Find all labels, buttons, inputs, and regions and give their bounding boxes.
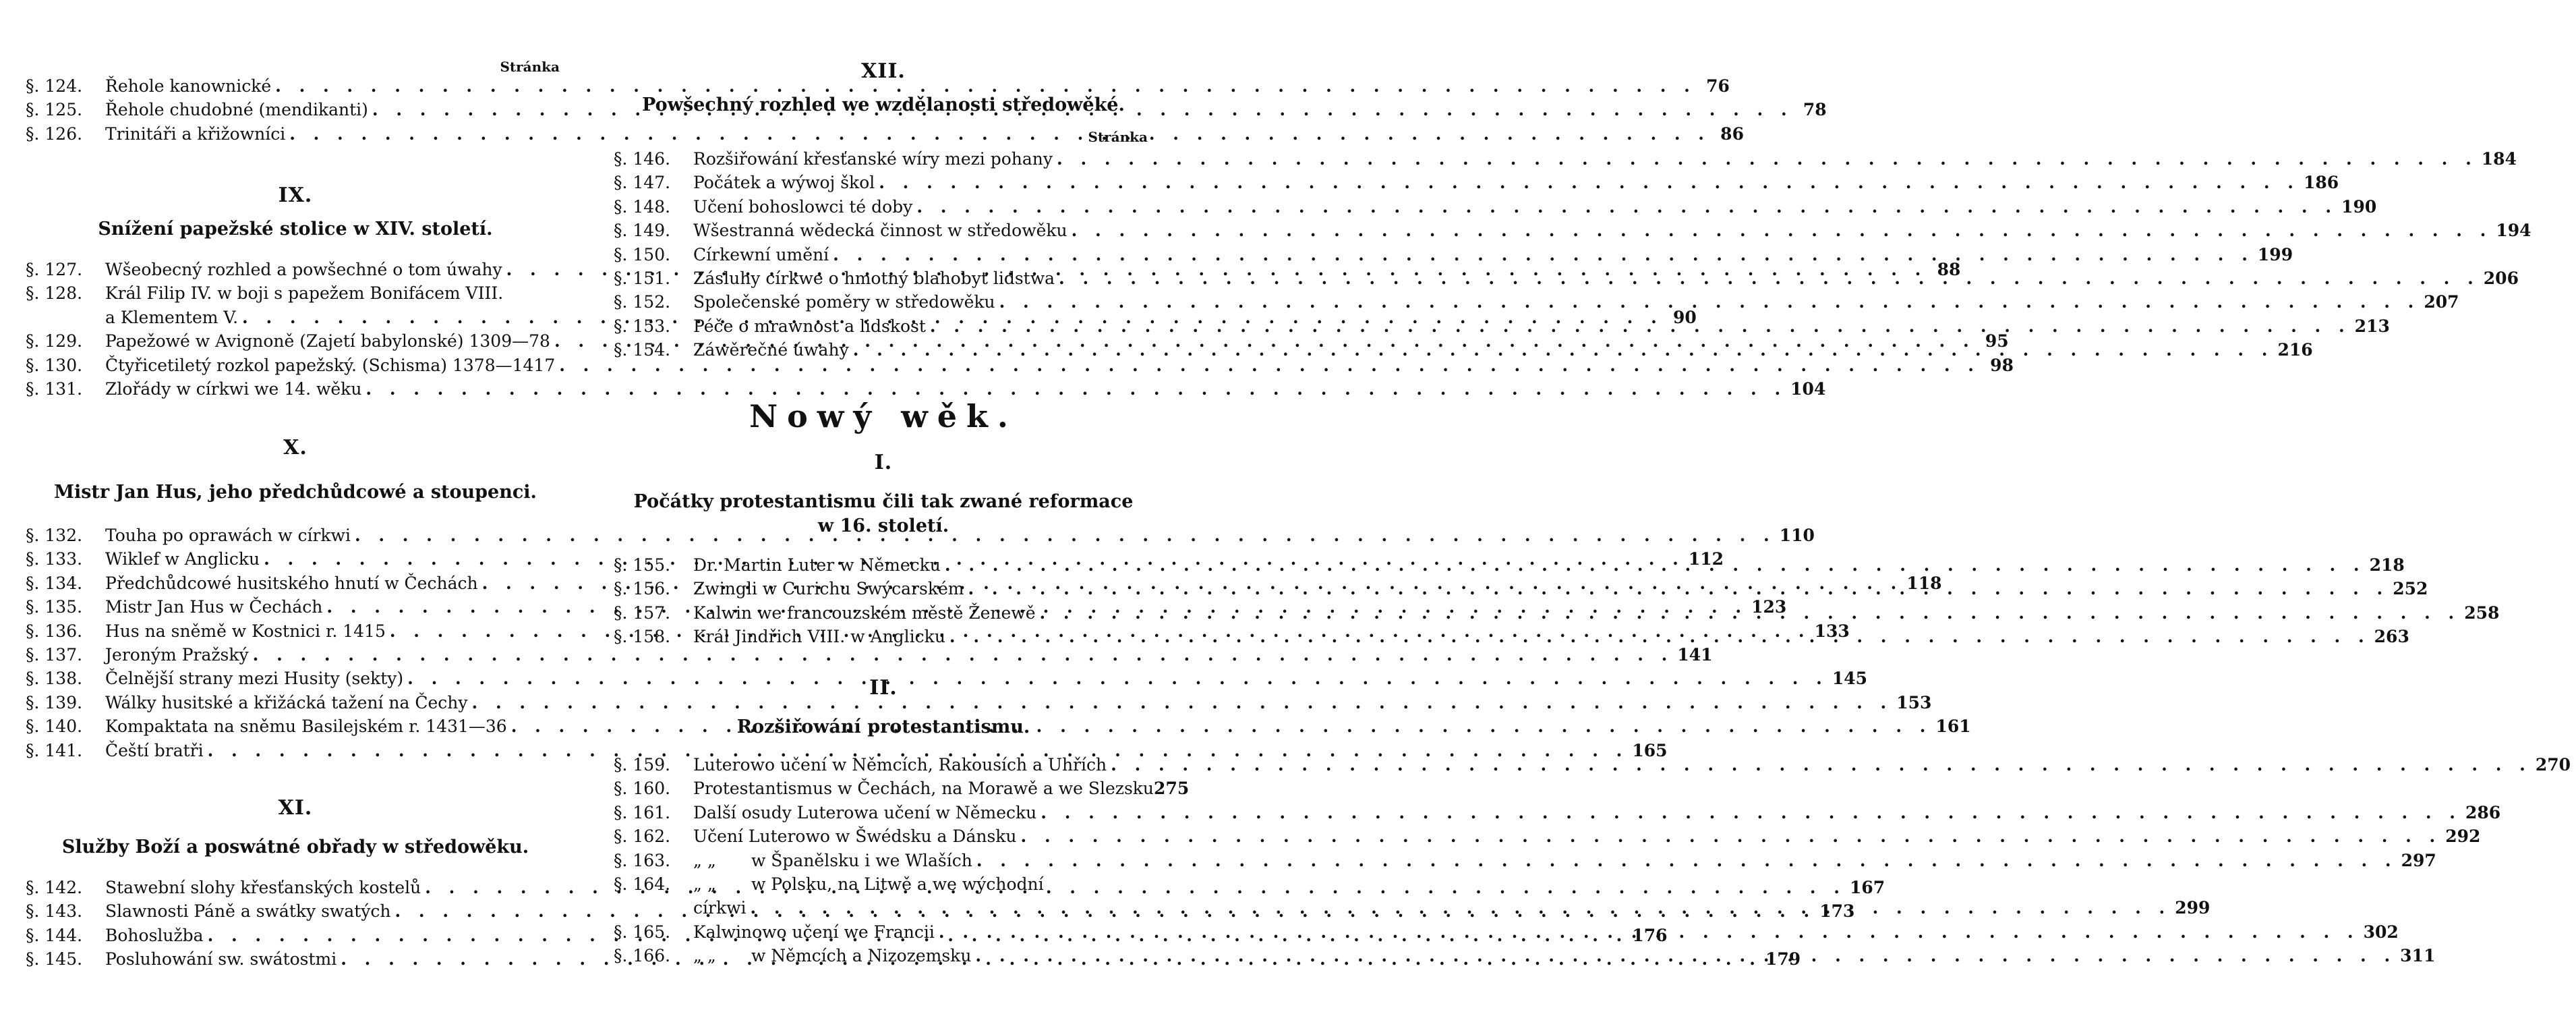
entry-title: Trinitáři a křižowníci (105, 123, 286, 144)
page-number: 216 (2277, 340, 2313, 360)
chapter-title: Počátky protestantismu čili tak zwané reformace (633, 491, 1134, 512)
section-number: §. 129. (26, 331, 83, 352)
page-number: 118 (1906, 573, 1942, 593)
toc-row[interactable] (26, 377, 1826, 401)
section-number: §. 152. (614, 292, 671, 312)
page-number: 78 (1803, 100, 1827, 120)
toc-row[interactable] (614, 171, 2339, 194)
toc-row[interactable] (614, 290, 2459, 314)
toc-row[interactable] (26, 739, 1668, 762)
entry-title: Řehole chudobné (mendikanti) (105, 100, 368, 120)
leader-dots (1057, 147, 2478, 171)
entry-title: Společenské poměry w středowěku (693, 292, 995, 312)
page-number: 184 (2481, 149, 2517, 169)
section-number: §. 142. (26, 878, 83, 897)
section-number: §. 164. (614, 874, 671, 894)
entry-title: Protestantismus w Čechách, na Morawě a we Slezsku (693, 779, 1154, 799)
page-number: 76 (1706, 76, 1730, 96)
leader-dots (975, 944, 2396, 967)
chapter-numeral: II. (869, 676, 898, 700)
page-number: 299 (2175, 898, 2211, 918)
page-number: 95 (1985, 331, 2009, 352)
toc-row[interactable] (614, 243, 2293, 266)
section-number: §. 146. (614, 149, 671, 169)
page-number: 133 (1814, 621, 1850, 641)
era-title: Nowý wěk. (749, 398, 1018, 434)
toc-row[interactable] (26, 643, 1713, 667)
toc-row[interactable] (26, 354, 2014, 377)
page-number: 123 (1751, 597, 1787, 617)
section-number: §. 133. (26, 549, 83, 569)
entry-title: Wálky husitské a křižácká tažení na Čechy (105, 692, 468, 712)
entry-title: Papežowé w Avignoně (Zajetí babylonské) 1309—78 (105, 331, 550, 352)
entry-title: Král Filip IV. w boji s papežem Bonifácem VIII. (105, 283, 504, 304)
page-number: 194 (2496, 221, 2531, 241)
entry-title: Posluhowání sw. swátostmi (105, 949, 337, 969)
section-number: §. 157. (614, 602, 671, 623)
section-number: §. 156. (614, 579, 671, 599)
section-number: §. 149. (614, 221, 671, 241)
entry-title: Řehole kanownické (105, 76, 272, 96)
page-column-header: Stránka (1088, 129, 1148, 145)
toc-row[interactable] (614, 801, 2501, 824)
section-number: §. 136. (26, 621, 83, 641)
left-header (26, 58, 565, 76)
leader-dots (945, 553, 2366, 577)
entry-title: Čtyřicetiletý rozkol papežský. (Schisma) 1378—1417 (105, 355, 556, 375)
entry-title: Zlořády w církwi we 14. wěku (105, 378, 362, 399)
entry-title: Čeští bratři (105, 740, 204, 760)
page-number: 110 (1779, 526, 1815, 545)
section-number: §. 147. (614, 173, 671, 193)
toc-row[interactable] (614, 849, 2436, 872)
section-number: §. 134. (26, 573, 83, 593)
page-number: 190 (2341, 196, 2377, 217)
leader-dots (999, 290, 2420, 314)
toc-row[interactable] (614, 872, 1153, 896)
entry-title: Rozšiřowání křesťanské wíry mezi pohany (693, 149, 1053, 169)
section-number: §. 151. (614, 268, 671, 288)
entry-title: Jeroným Pražský (105, 644, 249, 665)
page-number: 104 (1790, 378, 1826, 399)
chapter-numeral: XI. (278, 796, 313, 820)
page-number: 252 (2393, 579, 2428, 599)
section-number: §. 162. (614, 826, 671, 847)
page-number: 153 (1896, 692, 1932, 712)
section-number: §. 124. (26, 76, 83, 96)
section-number: §. 141. (26, 740, 83, 760)
section-number: §. 125. (26, 100, 83, 120)
toc-row[interactable] (614, 219, 2531, 242)
leader-dots (1040, 601, 2461, 625)
section-number: §. 165. (614, 922, 671, 942)
page-number: 207 (2424, 292, 2459, 312)
leader-dots (1041, 801, 2461, 824)
section-number: §. 126. (26, 123, 83, 144)
leader-dots (879, 171, 2300, 194)
leader-dots (1072, 219, 2492, 242)
toc-row[interactable] (614, 777, 1190, 800)
leader-dots (853, 338, 2274, 362)
section-number: §. 159. (614, 755, 671, 775)
entry-title: Touha po oprawách w církwi (105, 526, 351, 545)
section-number: §. 137. (26, 644, 83, 665)
page-column-header: Stránka (500, 59, 560, 75)
page-number: 218 (2369, 555, 2405, 575)
entry-title: Hus na sněmě w Kostnici r. 1415 (105, 621, 386, 641)
section-number: §. 148. (614, 196, 671, 217)
entry-title: Slawnosti Páně a swátky swatých (105, 901, 391, 922)
section-number: §. 138. (26, 669, 83, 689)
entry-title: Wiklef w Anglicku (105, 549, 260, 569)
page-number: 88 (1937, 260, 1961, 279)
page-number: 165 (1632, 740, 1668, 760)
toc-row[interactable] (26, 691, 1932, 714)
page-number: 213 (2354, 316, 2390, 336)
entry-title: Bohoslužba (105, 925, 204, 945)
entry-title: Péče o mrawnost a lidskost (693, 316, 926, 336)
entry-title: Počátek a wýwoj škol (693, 173, 875, 193)
leader-dots (833, 243, 2254, 266)
entry-title: Wšestranná wědecká činnost w středowěku (693, 221, 1067, 241)
leader-dots (949, 625, 2370, 648)
entry-title: Mistr Jan Hus w Čechách (105, 597, 323, 617)
page-number: 98 (1990, 355, 2014, 375)
page-number: 292 (2445, 826, 2481, 847)
entry-title-text: w Polsku, na Litwě a we wýchodní (751, 874, 1044, 894)
page-number: 173 (1819, 901, 1855, 922)
entry-title: Wšeobecný rozhled a powšechné o tom úwahy (105, 260, 502, 279)
section-number: §. 143. (26, 901, 83, 922)
section-number: §. 140. (26, 716, 83, 737)
section-number: §. 166. (614, 946, 671, 966)
page-number: 258 (2464, 602, 2500, 623)
leader-dots (1111, 753, 2531, 777)
entry-title: Čelnější strany mezi Husity (sekty) (105, 669, 404, 689)
leader-dots (1059, 266, 2480, 290)
entry-title: Další osudy Luterowa učení w Německu (693, 802, 1037, 822)
page-number: 199 (2257, 244, 2293, 264)
toc-row[interactable] (614, 753, 2571, 777)
ditto-marks: „ „ (693, 850, 716, 870)
section-number: §. 128. (26, 283, 83, 304)
page-number: 286 (2465, 802, 2501, 822)
right-header (614, 128, 1153, 146)
section-number: §. 163. (614, 850, 671, 870)
ditto-marks: „ „ (693, 874, 716, 894)
entry-title (693, 944, 971, 967)
leader-dots (1021, 824, 2442, 848)
section-number: §. 155. (614, 555, 671, 575)
chapter-title: Rozšiřowání protestantismu. (736, 716, 1030, 737)
page-number: 270 (2535, 755, 2571, 775)
chapter-title: Služby Boží a poswátné obřady w středowěku. (61, 837, 529, 858)
toc-row[interactable] (614, 824, 2481, 848)
entry-title: Kalwin we francouzském městě Ženewě (693, 602, 1036, 623)
page-number: 275 (1154, 779, 1190, 799)
entry-title: a Klementem V. (105, 307, 239, 327)
page-number: 112 (1688, 549, 1724, 569)
section-number: §. 132. (26, 526, 83, 545)
entry-title: Kalwinowo učení we Francii (693, 922, 935, 942)
leader-dots (751, 896, 2171, 920)
leader-dots (930, 314, 2351, 338)
entry-title: Zásluhy církwe o hmotný blahobyt lidstwa (693, 268, 1055, 288)
entry-title: Dr. Martin Luter w Německu (693, 555, 941, 575)
page-number: 145 (1832, 669, 1868, 689)
entry-title: Záwěrečné úwahy (693, 340, 849, 360)
entry-title-text: w Němcích a Nizozemsku (751, 946, 972, 966)
leader-dots (916, 195, 2337, 219)
leader-dots (939, 920, 2360, 944)
ditto-marks: „ „ (693, 946, 716, 966)
section-number: §. 150. (614, 244, 671, 264)
chapter-title: Mistr Jan Hus, jeho předchůdcowé a stoupenci. (54, 482, 537, 503)
chapter-title-line2: w 16. století. (817, 515, 949, 536)
entry-title: Král Jindřich VIII. w Anglicku (693, 627, 945, 647)
entry-title: Učení Luterowo w Šwédsku a Dánsku (693, 826, 1017, 847)
page-number: 179 (1765, 949, 1801, 969)
section-number: §. 127. (26, 260, 83, 279)
page-number: 86 (1720, 123, 1744, 144)
leader-dots (976, 849, 2397, 872)
entry-title-text: w Španělsku i we Wlaších (751, 850, 972, 870)
section-number: §. 135. (26, 597, 83, 617)
chapter-numeral: IX. (278, 184, 313, 207)
chapter-numeral: X. (283, 436, 308, 459)
chapter-title: Powšechný rozhled we wzdělanosti středowěké. (642, 94, 1125, 115)
chapter-title: Snížení papežské stolice w XIV. století. (98, 219, 493, 240)
toc-row[interactable] (26, 74, 1730, 98)
section-number: §. 130. (26, 355, 83, 375)
chapter-numeral: I. (874, 451, 893, 474)
page-number: 176 (1632, 925, 1668, 945)
page-number: 302 (2363, 922, 2399, 942)
page-number: 263 (2374, 627, 2409, 647)
entry-title: Učení bohoslowci té doby (693, 196, 913, 217)
page-number: 206 (2483, 268, 2519, 288)
chapter-numeral: XII. (861, 59, 906, 83)
entry-title: Stawební slohy křesťanských kostelů (105, 878, 421, 897)
toc-row[interactable] (614, 195, 2377, 219)
section-number: §. 131. (26, 378, 83, 399)
page-number: 90 (1672, 307, 1697, 327)
toc-row[interactable] (614, 147, 2517, 171)
section-number: §. 158. (614, 627, 671, 647)
entry-title (693, 849, 972, 872)
leader-dots (968, 577, 2389, 600)
toc-row[interactable] (26, 281, 565, 305)
entry-title: Zwingli w Curichu Swýcarském (693, 579, 964, 599)
section-number: §. 153. (614, 316, 671, 336)
section-number: §. 139. (26, 692, 83, 712)
page-number: 141 (1677, 644, 1713, 665)
entry-title: Luterowo učení w Němcích, Rakousích a Uhřích (693, 755, 1107, 775)
section-number: §. 160. (614, 779, 671, 799)
page-number: 186 (2304, 173, 2339, 193)
section-number: §. 144. (26, 925, 83, 945)
page-number: 161 (1935, 716, 1971, 737)
section-number: §. 145. (26, 949, 83, 969)
page-number: 311 (2400, 946, 2436, 966)
page-number: 297 (2401, 850, 2436, 870)
entry-title: Církewní umění (693, 244, 829, 264)
page-number: 167 (1850, 878, 1885, 897)
section-number: §. 161. (614, 802, 671, 822)
entry-title: církwi (693, 898, 747, 918)
section-number: §. 154. (614, 340, 671, 360)
entry-title: Předchůdcowé husitského hnutí w Čechách (105, 573, 478, 593)
entry-title: Kompaktata na sněmu Basilejském r. 1431—36 (105, 716, 507, 737)
entry-title (693, 872, 1044, 896)
